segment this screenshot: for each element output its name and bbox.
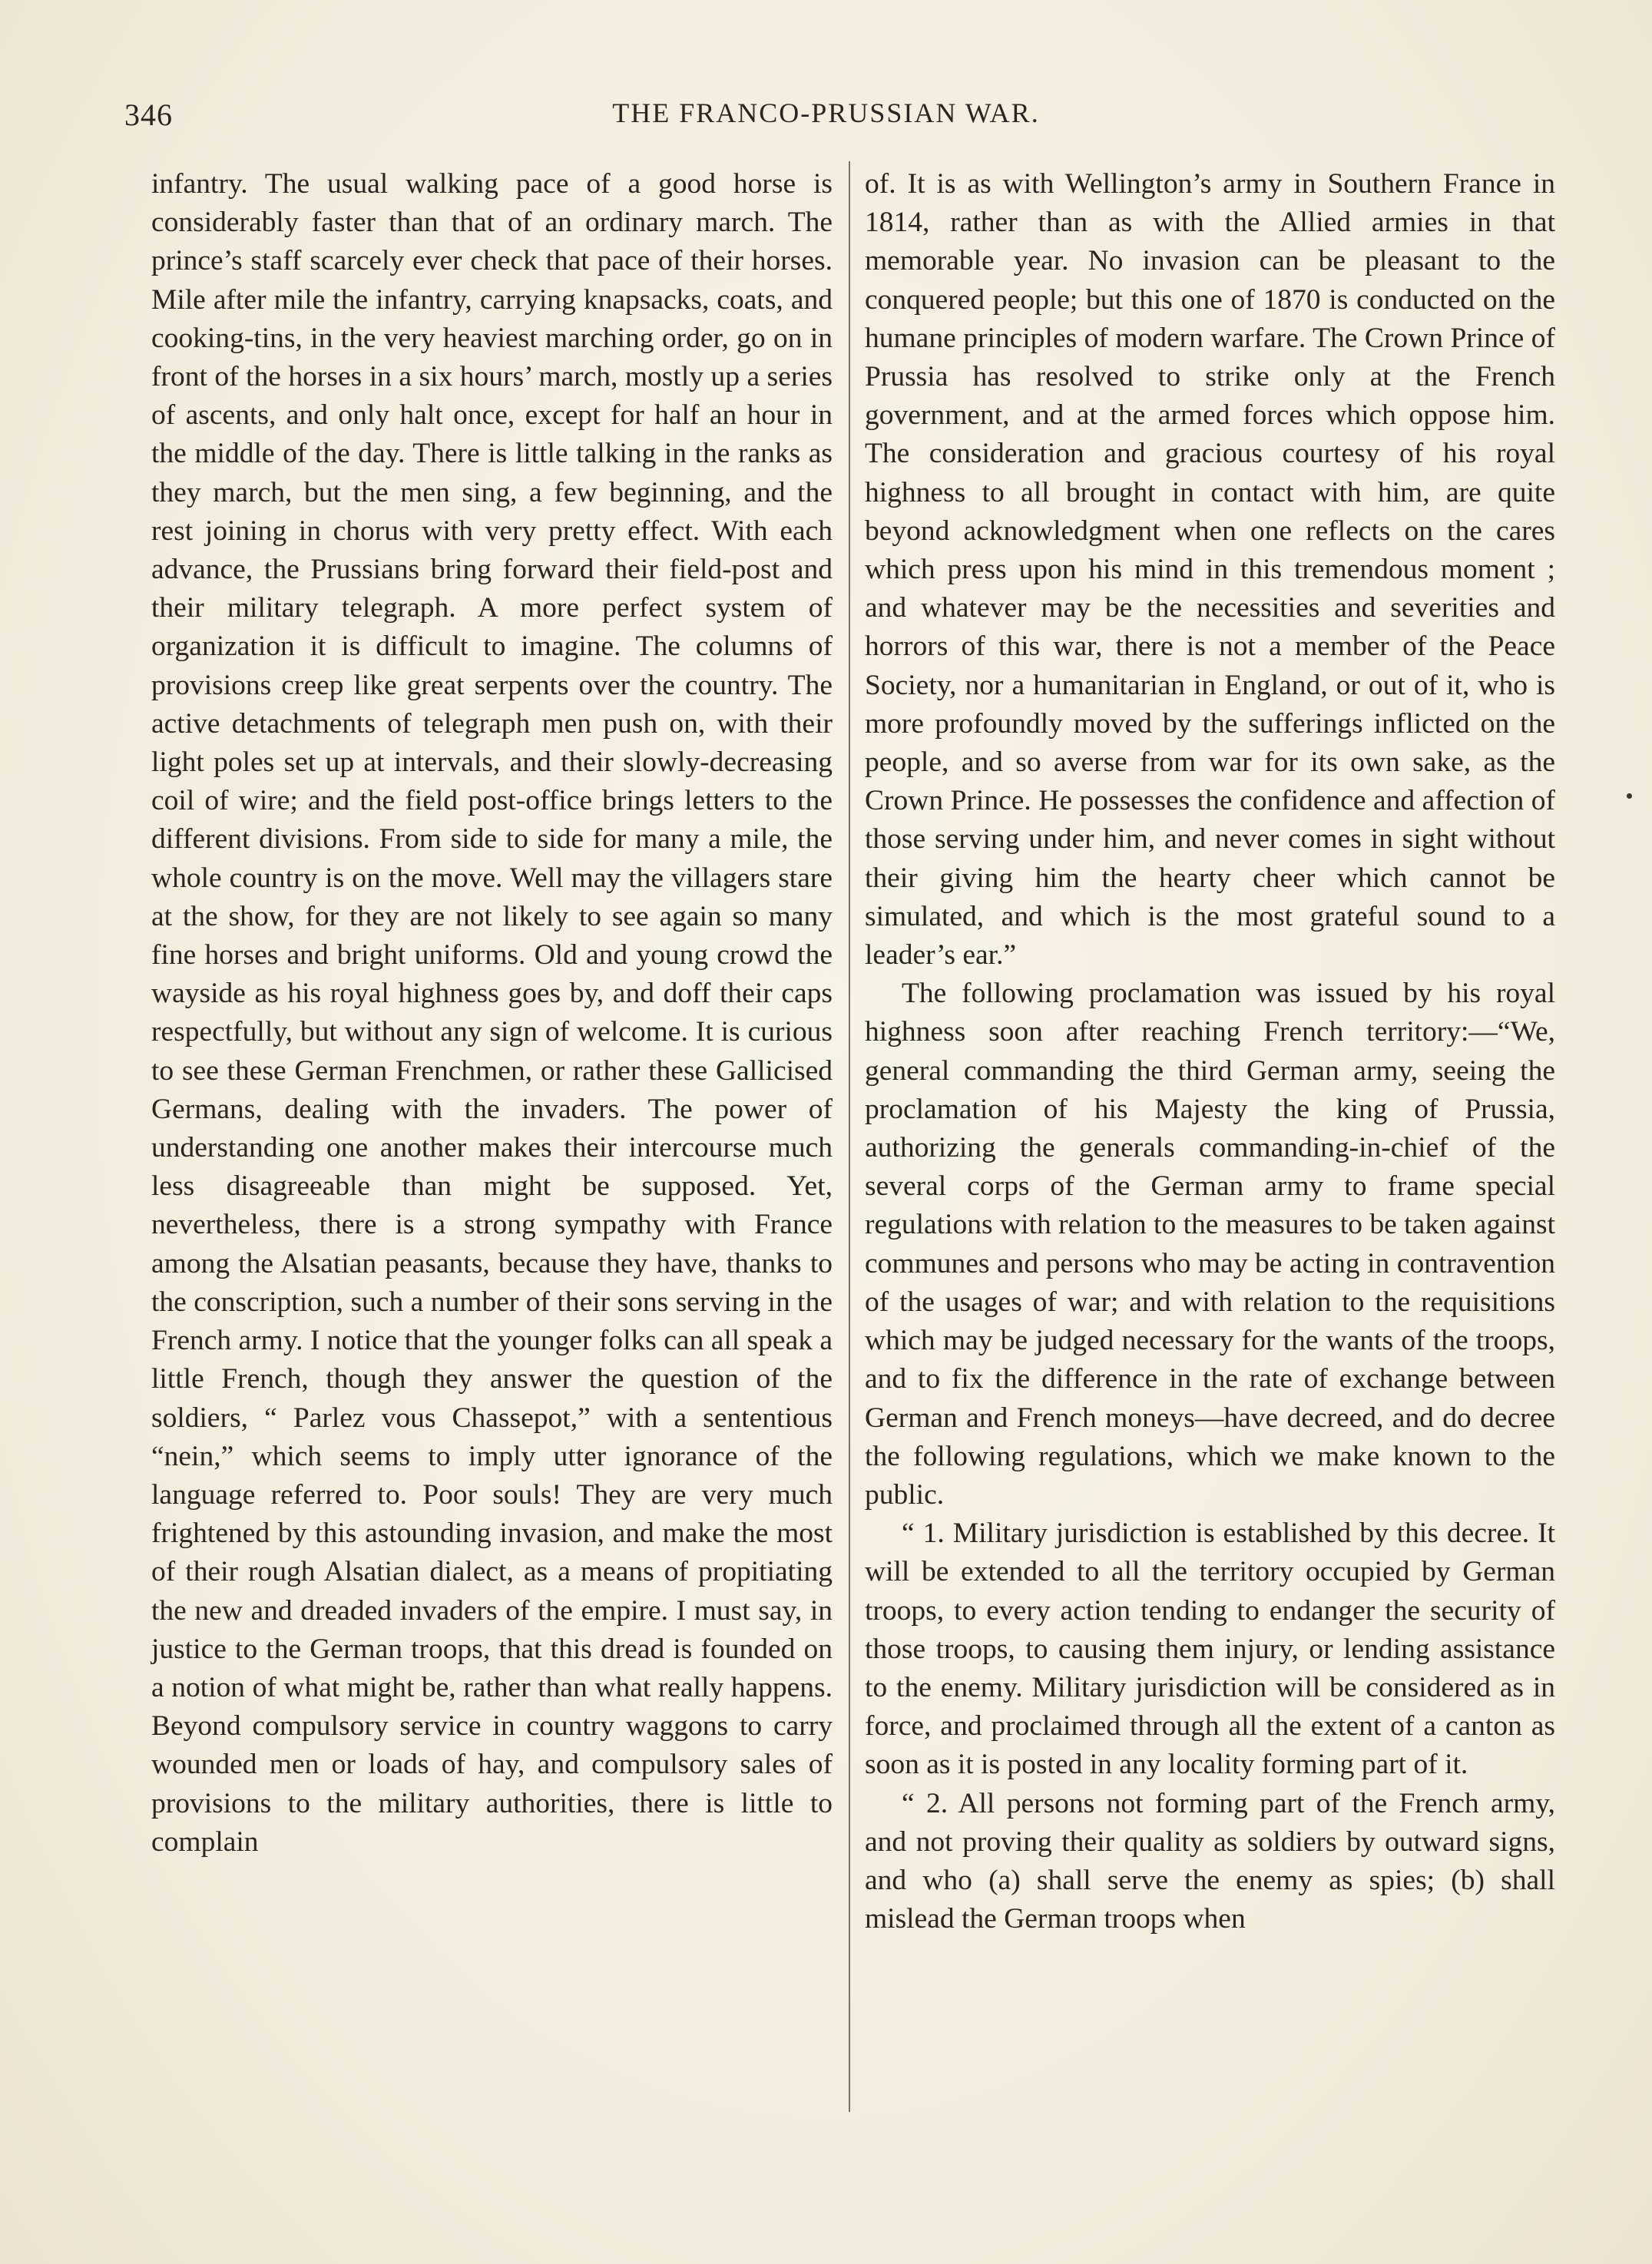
paragraph: “ 2. All persons not forming part of the French army, and not proving their quality as soldiers by outward signs, and who (a) shall serve the enemy as spies; (b) shall mislead the German troops when bbox=[865, 1787, 1555, 1935]
right-column bbox=[865, 165, 1555, 1938]
page-number: 346 bbox=[124, 98, 173, 132]
page-header bbox=[0, 97, 1652, 143]
paragraph: infantry. The usual walking pace of a good horse is considerably faster than that of an ordinary march. The prince’s staff scarcely ever check that pace of their horses. Mile after mile the infantry, carrying knapsacks, coats, and cooking-tins, in the very heaviest marching order, go on in front of the horses in a six hours’ march, mostly up a series of ascents, and only halt once, except for half an hour in the middle of the day. There is little talking in the ranks as they march, but the men sing, a few beginning, and the rest joining in chorus with very pretty effect. With each advance, the Prussians bring forward their field-post and their military telegraph. A more perfect system of organization it is difficult to imagine. The columns of provisions creep like great serpents over the country. The active detachments of telegraph men push on, with their light poles set up at intervals, and their slowly-decreasing coil of wire; and the field post-office brings letters to the different divisions. From side to side for many a mile, the whole country is on the move. Well may the villagers stare at the show, for they are not likely to see again so many fine horses and bright uniforms. Old and young crowd the wayside as his royal highness goes by, and doff their caps respectfully, but without any sign of welcome. It is curious to see these German Frenchmen, or rather these Gallicised Germans, dealing with the invaders. The power of understanding one another makes their intercourse much less disagreeable than might be supposed. Yet, nevertheless, there is a strong sympathy with France among the Alsatian peasants, because they have, thanks to the conscription, such a number of their sons serving in the French army. I notice that the younger folks can all speak a little French, though they answer the question of the soldiers, “ Parlez vous Chassepot,” with a sententious “nein,” which seems to imply utter ignorance of the language referred to. Poor souls! They are very much frightened by this astounding invasion, and make the most of their rough Alsatian dialect, as a means of propitiating the new and dreaded invaders of the empire. I must say, in justice to the German troops, that this dread is founded on a notion of what might be, rather than what really happens. Beyond compulsory service in country waggons to carry wounded men or loads of hay, and compulsory sales of provisions to the military authorities, there is little to complain bbox=[151, 168, 833, 1858]
running-title: THE FRANCO-PRUSSIAN WAR. bbox=[612, 98, 1040, 128]
paragraph: of. It is as with Wellington’s army in Southern France in 1814, rather than as with the Allied armies in that memorable year. No invasion can be pleasant to the conquered people; but this one of 1870 is conducted on the humane principles of modern warfare. The Crown Prince of Prussia has resolved to strike only at the French government, and at the armed forces which oppose him. The consideration and gracious courtesy of his royal highness to all brought in contact with him, are quite beyond acknowledgment when one reflects on the cares which press upon his mind in this tremendous moment ; and whatever may be the necessities and severities and horrors of this war, there is not a member of the Peace Society, nor a humanitarian in England, or out of it, who is more profoundly moved by the sufferings inflicted on the people, and so averse from war for its own sake, as the Crown Prince. He possesses the confidence and affection of those serving under him, and never comes in sight without their giving him the hearty cheer which cannot be simulated, and which is the most grateful sound to a leader’s ear.” bbox=[865, 168, 1555, 971]
paragraph: “ 1. Military jurisdiction is established by this decree. It will be extended to all the territory occupied by German troops, to every action tending to endanger the security of those troops, to causing them injury, or lending assistance to the enemy. Military jurisdiction will be considered as in force, and proclaimed through all the extent of a canton as soon as it is posted in any locality forming part of it. bbox=[865, 1518, 1555, 1781]
column-divider bbox=[849, 161, 850, 2112]
ink-speck bbox=[1627, 793, 1632, 799]
left-column bbox=[151, 165, 833, 1862]
paragraph: The following proclamation was issued by his royal highness soon after reaching French territory:—“We, general commanding the third German army, seeing the proclamation of his Majesty the king of Prussia, authorizing the generals commanding-in-chief of the several corps of the German army to frame special regulations with relation to the measures to be taken against communes and persons who may be acting in contravention of the usages of war; and with relation to the requisitions which may be judged necessary for the wants of the troops, and to fix the difference in the rate of exchange between German and French moneys—have decreed, and do decree the following regulations, which we make known to the public. bbox=[865, 978, 1555, 1511]
